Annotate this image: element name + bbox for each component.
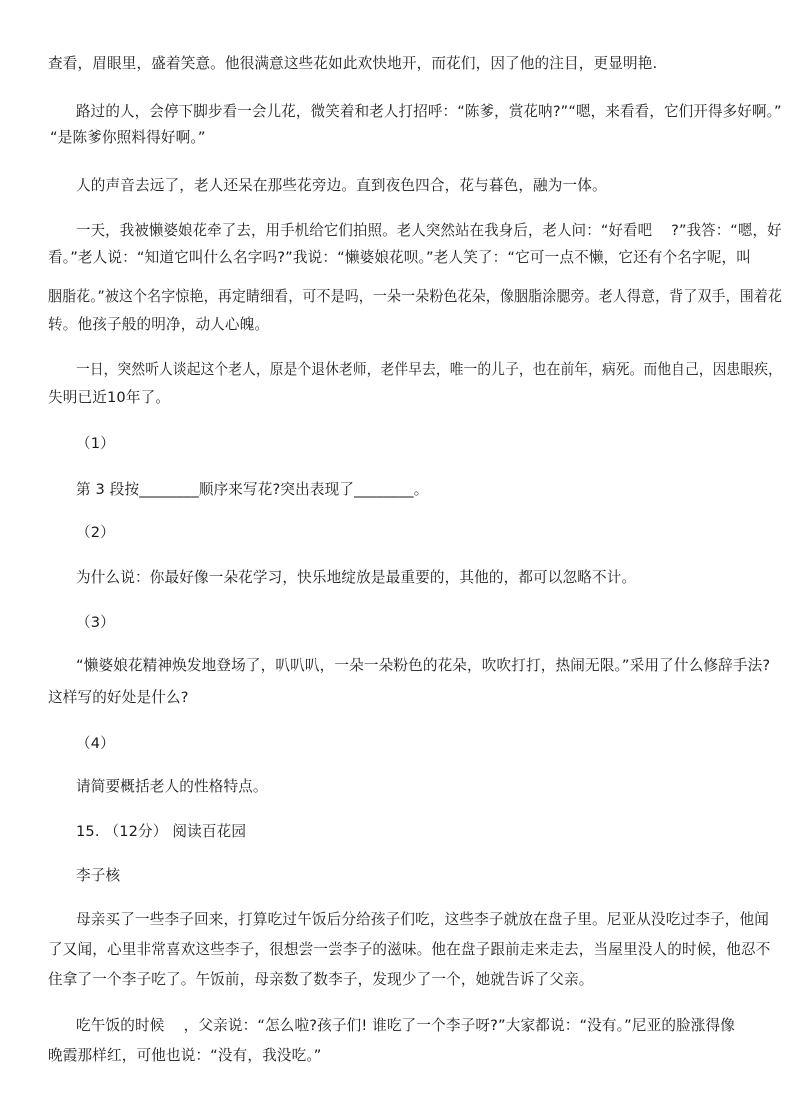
paragraph-line: 人的声音去远了，老人还呆在那些花旁边。直到夜色四合，花与暮色，融为一体。 <box>76 177 607 194</box>
paragraph-line: 转。他孩子般的明净，动人心魄。 <box>48 316 270 333</box>
paragraph-line: 母亲买了一些李子回来，打算吃过午饭后分给孩子们吃，这些李子就放在盘子里。尼亚从没吃过李子，他闻 <box>76 911 769 928</box>
paragraph-line: 住拿了一个李子吃了。午饭前，母亲数了数李子，发现少了一个，她就告诉了父亲。 <box>48 971 594 988</box>
paragraph-line: 一天，我被懒婆娘花牵了去，用手机给它们拍照。老人突然站在我身后，老人问：“好看吧 ?”我答：“嗯，好 <box>76 222 782 239</box>
story-title: 李子核 <box>76 867 121 884</box>
paragraph-line: 晚霞那样红，可他也说：“没有，我没吃。” <box>48 1047 322 1064</box>
paragraph-line: 看。”老人说：“知道它叫什么名字吗?”我说：“懒婆娘花呗。”老人笑了：“它可一点不懒，它还有个名字呢，叫 <box>48 249 752 266</box>
paragraph-line: 一日，突然听人谈起这个老人，原是个退休老师，老伴早去，唯一的儿子，也在前年，病死。而他自己，因患眼疾， <box>76 361 782 378</box>
paragraph-line: 吃午饭的时候 ，父亲说：“怎么啦?孩子们! 谁吃了一个李子呀?”大家都说：“没有。”尼亚的脸涨得像 <box>76 1017 736 1034</box>
question-number: （3） <box>76 614 115 631</box>
question-number: （2） <box>76 524 115 541</box>
section-heading: 15. （12分） 阅读百花园 <box>76 823 247 840</box>
question-text: 这样写的好处是什么? <box>48 689 189 706</box>
question-text: 请简要概括老人的性格特点。 <box>76 778 268 795</box>
paragraph-line: 路过的人，会停下脚步看一会儿花，微笑着和老人打招呼：“陈爹，赏花呐?”“嗯，来看看，它们开得多好啊。” <box>76 103 782 120</box>
paragraph-line: 查看，眉眼里，盛着笑意。他很满意这些花如此欢快地开，而花们，因了他的注目，更显明艳. <box>48 55 658 72</box>
paragraph-line: 失明已近10年了。 <box>48 389 171 406</box>
question-number: （4） <box>76 735 115 752</box>
question-number: （1） <box>76 435 115 452</box>
question-text: “懒婆娘花精神焕发地登场了，叭叭叭，一朵一朵粉色的花朵，吹吹打打，热闹无限。”采用了什么修辞手法? <box>76 657 771 674</box>
paragraph-line: “是陈爹你照料得好啊。” <box>50 129 206 146</box>
question-text: 为什么说：你最好像一朵花学习，快乐地绽放是最重要的，其他的，都可以忽略不计。 <box>76 569 637 586</box>
question-text: 第 3 段按________顺序来写花?突出表现了________。 <box>76 481 429 498</box>
paragraph-line: 了又闻，心里非常喜欢这些李子，很想尝一尝李子的滋味。他在盘子跟前走来走去，当屋里没人的时候，他忍不 <box>48 941 771 958</box>
paragraph-line: 胭脂花。”被这个名字惊艳，再定睛细看，可不是吗，一朵一朵粉色花朵，像胭脂涂腮旁。老人得意，背了双手，围着花 <box>48 288 783 305</box>
